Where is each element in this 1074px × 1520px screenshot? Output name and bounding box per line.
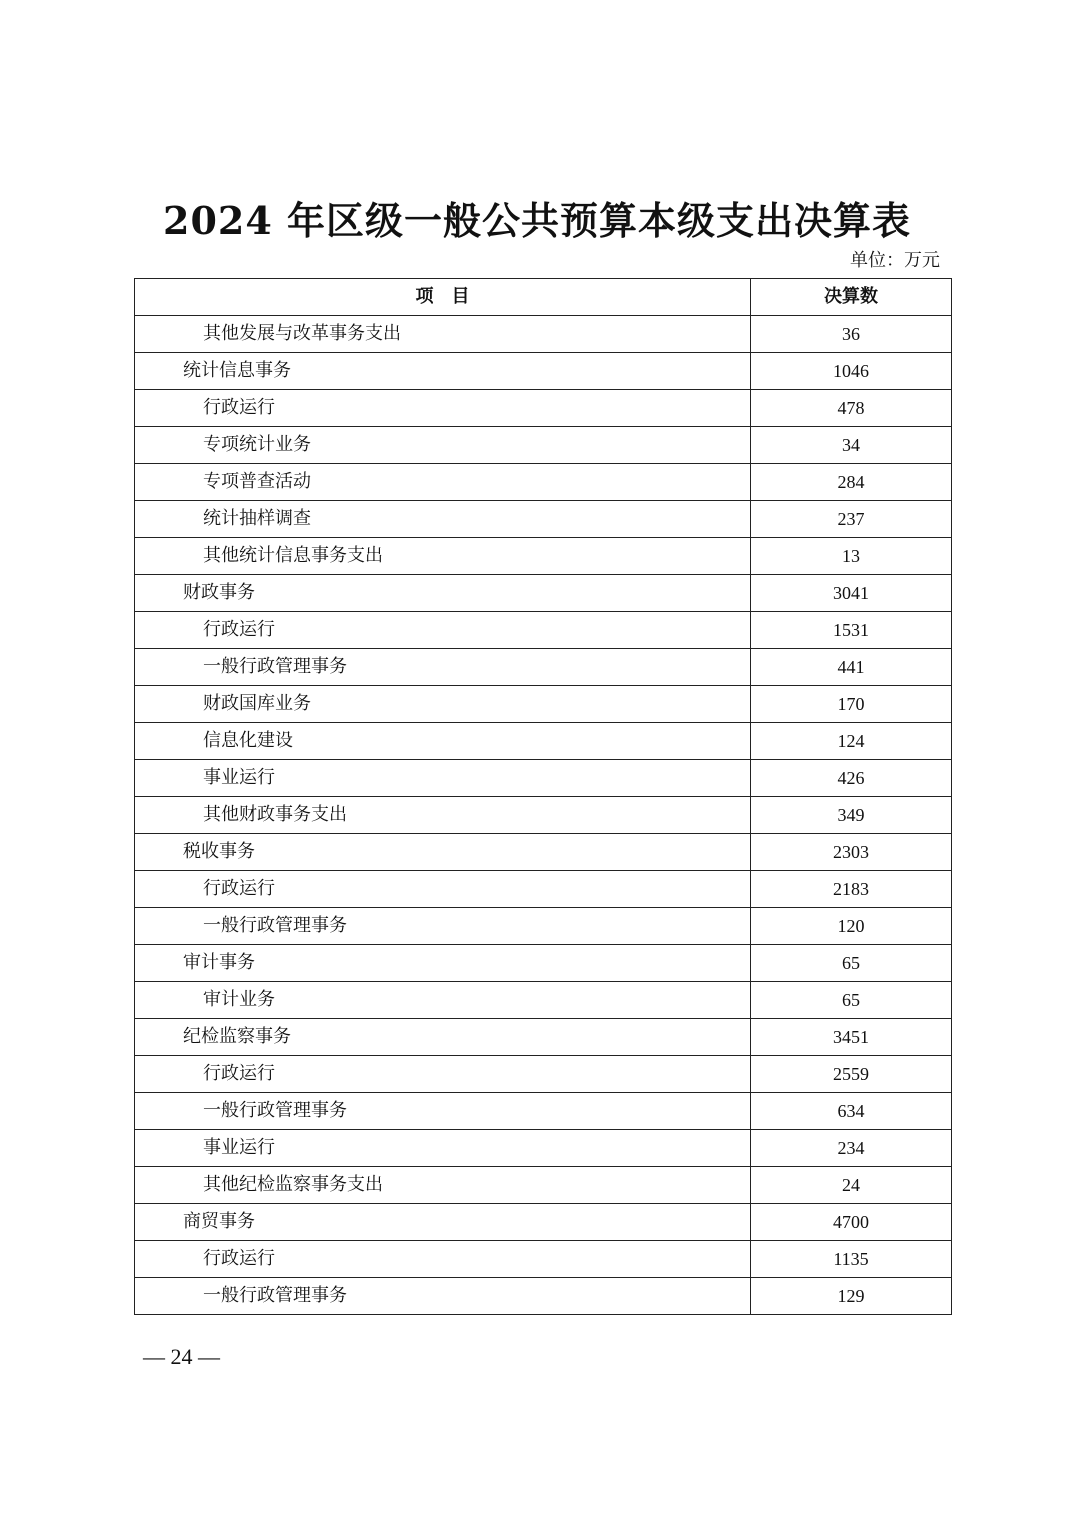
row-item-label: 专项普查活动 — [135, 464, 751, 501]
table-row — [135, 390, 952, 427]
row-item-label: 专项统计业务 — [135, 427, 751, 464]
row-value: 120 — [751, 908, 952, 945]
page-title: 2024 年区级一般公共预算本级支出决算表 — [163, 198, 911, 243]
table-row — [135, 1019, 952, 1056]
table-row — [135, 1093, 952, 1130]
row-value: 2559 — [751, 1056, 952, 1093]
row-item-label: 其他财政事务支出 — [135, 797, 751, 834]
row-item-label: 一般行政管理事务 — [135, 908, 751, 945]
row-item-label: 一般行政管理事务 — [135, 1278, 751, 1315]
row-value: 36 — [751, 316, 952, 353]
table-row — [135, 871, 952, 908]
row-item-label: 一般行政管理事务 — [135, 649, 751, 686]
row-item-label: 一般行政管理事务 — [135, 1093, 751, 1130]
row-value: 65 — [751, 982, 952, 1019]
row-value: 13 — [751, 538, 952, 575]
table-row — [135, 834, 952, 871]
row-value: 2183 — [751, 871, 952, 908]
row-value: 3041 — [751, 575, 952, 612]
row-value: 2303 — [751, 834, 952, 871]
table-row — [135, 908, 952, 945]
row-item-label: 行政运行 — [135, 612, 751, 649]
table-row — [135, 501, 952, 538]
row-item-label: 统计信息事务 — [135, 353, 751, 390]
table-row — [135, 1204, 952, 1241]
table-row — [135, 1130, 952, 1167]
row-item-label: 财政国库业务 — [135, 686, 751, 723]
row-value: 1135 — [751, 1241, 952, 1278]
row-value: 34 — [751, 427, 952, 464]
row-item-label: 财政事务 — [135, 575, 751, 612]
table-header-row — [135, 279, 952, 316]
row-value: 284 — [751, 464, 952, 501]
row-value: 234 — [751, 1130, 952, 1167]
table-row — [135, 575, 952, 612]
row-value: 3451 — [751, 1019, 952, 1056]
table-row — [135, 649, 952, 686]
row-item-label: 行政运行 — [135, 871, 751, 908]
row-value: 634 — [751, 1093, 952, 1130]
row-item-label: 审计业务 — [135, 982, 751, 1019]
row-value: 65 — [751, 945, 952, 982]
row-value: 24 — [751, 1167, 952, 1204]
row-item-label: 行政运行 — [135, 1056, 751, 1093]
row-item-label: 事业运行 — [135, 760, 751, 797]
table-row — [135, 1167, 952, 1204]
row-item-label: 其他发展与改革事务支出 — [135, 316, 751, 353]
row-item-label: 其他统计信息事务支出 — [135, 538, 751, 575]
row-value: 237 — [751, 501, 952, 538]
table-row — [135, 612, 952, 649]
row-value: 4700 — [751, 1204, 952, 1241]
row-item-label: 事业运行 — [135, 1130, 751, 1167]
row-item-label: 纪检监察事务 — [135, 1019, 751, 1056]
row-item-label: 商贸事务 — [135, 1204, 751, 1241]
table-row — [135, 982, 952, 1019]
header-item: 项 目 — [135, 279, 751, 316]
table-row — [135, 1056, 952, 1093]
row-item-label: 行政运行 — [135, 1241, 751, 1278]
table-row — [135, 464, 952, 501]
row-value: 478 — [751, 390, 952, 427]
row-item-label: 信息化建设 — [135, 723, 751, 760]
table-row — [135, 1241, 952, 1278]
budget-table — [134, 278, 952, 1315]
row-item-label: 其他纪检监察事务支出 — [135, 1167, 751, 1204]
table-row — [135, 797, 952, 834]
table-row — [135, 723, 952, 760]
table-body — [135, 316, 952, 1315]
table-row — [135, 427, 952, 464]
table-row — [135, 945, 952, 982]
row-value: 1531 — [751, 612, 952, 649]
row-value: 129 — [751, 1278, 952, 1315]
row-item-label: 行政运行 — [135, 390, 751, 427]
table-row — [135, 1278, 952, 1315]
header-value: 决算数 — [751, 279, 952, 316]
row-value: 349 — [751, 797, 952, 834]
table-row — [135, 353, 952, 390]
table-row — [135, 316, 952, 353]
row-value: 124 — [751, 723, 952, 760]
table-row — [135, 760, 952, 797]
row-item-label: 税收事务 — [135, 834, 751, 871]
row-value: 170 — [751, 686, 952, 723]
page-number: — 24 — — [143, 1344, 220, 1369]
row-item-label: 审计事务 — [135, 945, 751, 982]
row-value: 426 — [751, 760, 952, 797]
row-item-label: 统计抽样调查 — [135, 501, 751, 538]
row-value: 441 — [751, 649, 952, 686]
table-row — [135, 686, 952, 723]
row-value: 1046 — [751, 353, 952, 390]
table-row — [135, 538, 952, 575]
unit-label: 单位：万元 — [850, 250, 940, 271]
